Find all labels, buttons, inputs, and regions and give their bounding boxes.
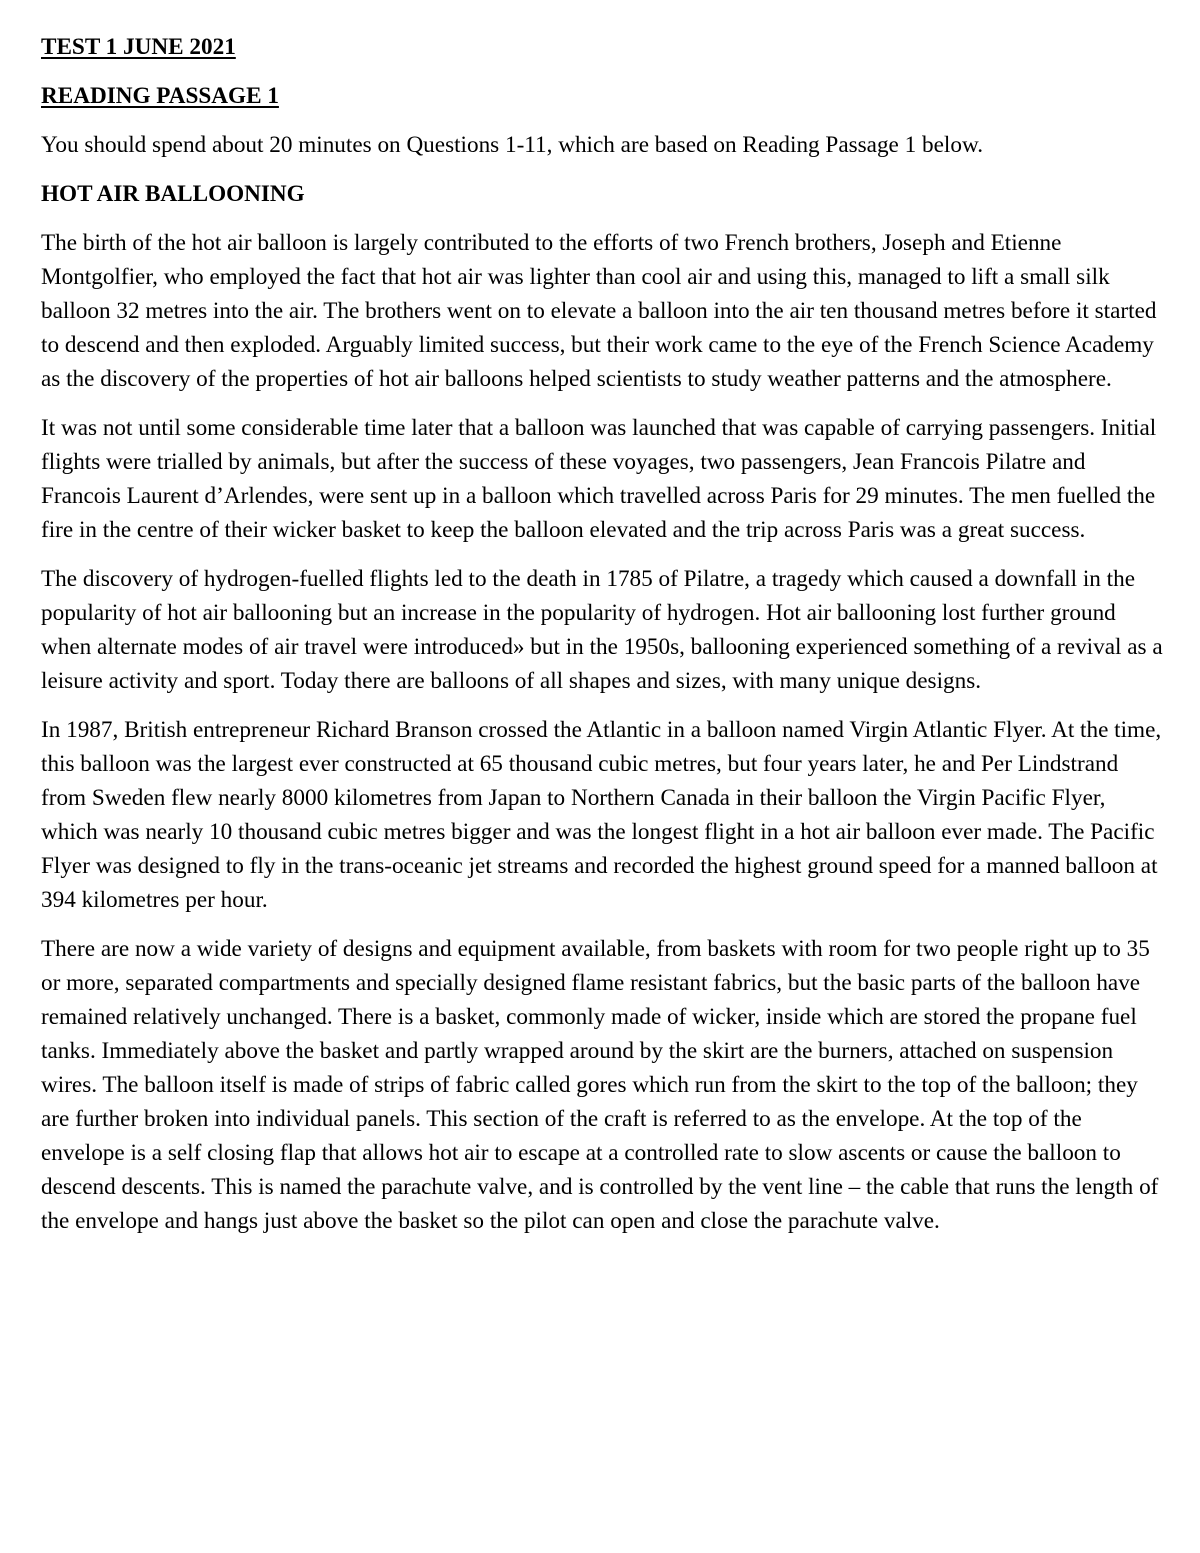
passage-paragraph-3: The discovery of hydrogen-fuelled flights led to the death in 1785 of Pilatre, a tragedy which caused a downfall in the popularity of hot air ballooning but an increase in the popularity of hydrogen. Hot air ballooning lost further ground when alternate modes of air travel were introduced» but in the 1950s, ballooning experienced something of a revival as a leisure activity and sport. Today there are balloons of all shapes and sizes, with many unique designs. [41, 566, 1163, 694]
document-page [41, 30, 1166, 1253]
passage-paragraph-4: In 1987, British entrepreneur Richard Branson crossed the Atlantic in a balloon named Virgin Atlantic Flyer. At the time, this balloon was the largest ever constructed at 65 thousand cubic metres, but four years later, he and Per Lindstrand from Sweden flew nearly 8000 kilometres from Japan to Northern Canada in their balloon the Virgin Pacific Flyer, which was nearly 10 thousand cubic metres bigger and was the longest flight in a hot air balloon ever made. The Pacific Flyer was designed to fly in the trans-oceanic jet streams and recorded the highest ground speed for a manned balloon at 394 kilometres per hour. [41, 717, 1162, 913]
instruction-text: You should spend about 20 minutes on Questions 1-11, which are based on Reading Passage 1 below. [41, 132, 983, 158]
test-title: TEST 1 JUNE 2021 [41, 34, 236, 60]
passage-paragraph-1: The birth of the hot air balloon is largely contributed to the efforts of two French brothers, Joseph and Etienne Montgolfier, who employed the fact that hot air was lighter than cool air and using this, managed to lift a small silk balloon 32 metres into the air. The brothers went on to elevate a balloon into the air ten thousand metres before it started to descend and then exploded. Arguably limited success, but their work came to the eye of the French Science Academy as the discovery of the properties of hot air balloons helped scientists to study weather patterns and the atmosphere. [41, 230, 1157, 392]
passage-paragraph-2: It was not until some considerable time later that a balloon was launched that was capable of carrying passengers. Initial flights were trialled by animals, but after the success of these voyages, two passengers, Jean Francois Pilatre and Francois Laurent d’Arlendes, were sent up in a balloon which travelled across Paris for 29 minutes. The men fuelled the fire in the centre of their wicker basket to keep the balloon elevated and the trip across Paris was a great success. [41, 415, 1157, 543]
passage-paragraph-5: There are now a wide variety of designs and equipment available, from baskets with room for two people right up to 35 or more, separated compartments and specially designed flame resistant fabrics, but the basic parts of the balloon have remained relatively unchanged. There is a basket, commonly made of wicker, inside which are stored the propane fuel tanks. Immediately above the basket and partly wrapped around by the skirt are the burners, attached on suspension wires. The balloon itself is made of strips of fabric called gores which run from the skirt to the top of the balloon; they are further broken into individual panels. This section of the craft is referred to as the envelope. At the top of the envelope is a self closing flap that allows hot air to escape at a controlled rate to slow ascents or cause the balloon to descend descents. This is named the parachute valve, and is controlled by the vent line – the cable that runs the length of the envelope and hangs just above the basket so the pilot can open and close the parachute valve. [41, 936, 1159, 1234]
section-title: READING PASSAGE 1 [41, 83, 279, 109]
passage-title: HOT AIR BALLOONING [41, 181, 305, 207]
